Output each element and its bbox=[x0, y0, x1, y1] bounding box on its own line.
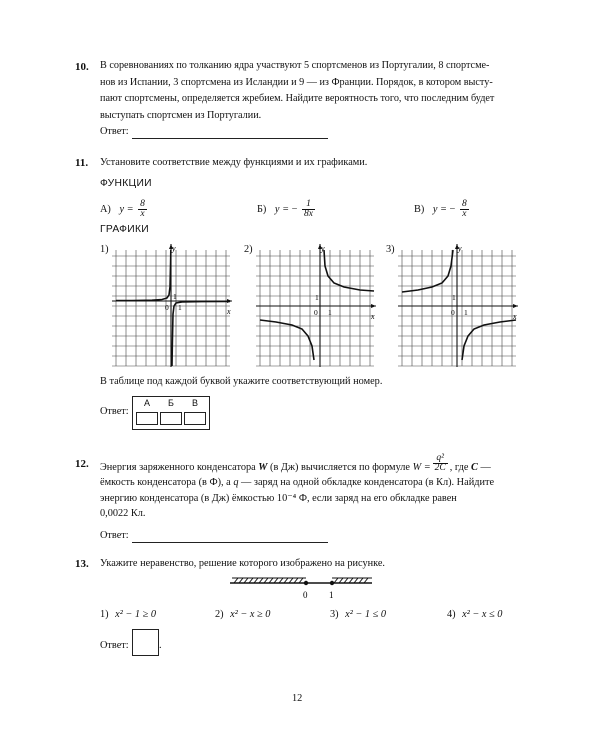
q12-text: — bbox=[480, 461, 491, 473]
function-a bbox=[100, 200, 149, 219]
function-lhs: y = bbox=[119, 203, 134, 215]
number-line-label-0: 0 bbox=[303, 590, 308, 600]
function-v bbox=[414, 200, 471, 219]
option-text: x² − 1 ≥ 0 bbox=[115, 609, 157, 620]
option-text: x² − x ≤ 0 bbox=[462, 609, 503, 620]
option-number: 2) bbox=[215, 609, 224, 620]
hatching-left bbox=[232, 578, 306, 583]
graph-label-1: 1) bbox=[100, 244, 109, 255]
frac-num: 1 bbox=[302, 200, 315, 210]
tick-one-y: 1 bbox=[173, 292, 177, 301]
q11-table-prompt: В таблице под каждой буквой укажите соответствующий номер. bbox=[100, 376, 383, 387]
option-number: 3) bbox=[330, 609, 339, 620]
q12-var-c: C bbox=[471, 461, 478, 473]
q12-text: ёмкость конденсатора (в Ф), а bbox=[100, 477, 231, 488]
q13-option-2 bbox=[215, 609, 270, 620]
q13-trailing-dot: . bbox=[159, 640, 162, 651]
q12-answer-line[interactable] bbox=[132, 541, 328, 543]
frac-num: 8 bbox=[140, 199, 145, 209]
hyperbola-branch bbox=[116, 250, 171, 301]
q12-line-3: энергию конденсатора (в Дж) ёмкостью 10⁻⁴ Ф, если заряд на его обкладке равен bbox=[100, 493, 457, 504]
q12-var-w: W bbox=[258, 461, 268, 473]
option-text: x² − 1 ≤ 0 bbox=[345, 609, 387, 620]
function-lhs: y = bbox=[432, 203, 447, 215]
graph-3-svg bbox=[398, 242, 522, 368]
option-number: 4) bbox=[447, 609, 456, 620]
function-letter: А) bbox=[100, 203, 111, 215]
q13-option-1 bbox=[100, 609, 156, 620]
answer-cell-v[interactable] bbox=[184, 412, 206, 425]
frac-den: 2C bbox=[434, 463, 446, 473]
point-zero bbox=[304, 581, 308, 585]
answer-cell-a[interactable] bbox=[136, 412, 158, 425]
axis-x-label: x bbox=[513, 312, 517, 321]
q13-answer-label: Ответ: bbox=[100, 640, 129, 651]
graph-1 bbox=[112, 242, 236, 368]
q11-number: 11. bbox=[75, 157, 89, 169]
q10-number: 10. bbox=[75, 61, 89, 73]
q12-line-2 bbox=[100, 477, 530, 488]
q12-text: — заряд на одной обкладке конденсатора (в Кл). Найдите bbox=[241, 477, 495, 488]
origin-label: 0 bbox=[165, 303, 169, 312]
q10-line: В соревнованиях по толканию ядра участвуют 5 спортсменов из Португалии, 8 спортсме- bbox=[100, 60, 490, 71]
axis-x-label: x bbox=[227, 307, 231, 316]
graph-2 bbox=[256, 242, 380, 368]
q10-line: нов из Испании, 3 спортсмена из Исландии и 9 — из Франции. Порядок, в котором высту- bbox=[100, 76, 493, 88]
functions-heading: ФУНКЦИИ bbox=[100, 178, 152, 189]
q13-number: 13. bbox=[75, 558, 89, 570]
origin-label: 0 bbox=[451, 308, 455, 317]
axis-y-label: y bbox=[172, 244, 176, 253]
graph-2-svg bbox=[256, 242, 380, 368]
q11-answer-table bbox=[132, 396, 210, 430]
q12-line-1 bbox=[100, 453, 530, 477]
function-fraction bbox=[138, 200, 147, 219]
q10-text bbox=[100, 58, 528, 124]
axis-y-label: y bbox=[458, 244, 462, 253]
function-letter: В) bbox=[414, 203, 425, 215]
function-fraction bbox=[302, 200, 315, 219]
number-line-svg bbox=[226, 573, 376, 601]
axis-x-label: x bbox=[371, 312, 375, 321]
option-text: x² − x ≥ 0 bbox=[230, 609, 271, 620]
point-one bbox=[330, 581, 334, 585]
q10-line: пают спортсмены, определяется жребием. Найдите вероятность того, что последним будет bbox=[100, 93, 495, 104]
q12-text: , где bbox=[449, 461, 469, 473]
q10-answer-label: Ответ: bbox=[100, 126, 129, 137]
function-fraction bbox=[460, 200, 469, 219]
q11-prompt: Установите соответствие между функциями и их графиками. bbox=[100, 157, 368, 168]
q11-answer-label: Ответ: bbox=[100, 406, 129, 417]
q12-line-4: 0,0022 Кл. bbox=[100, 508, 146, 519]
option-number: 1) bbox=[100, 609, 109, 620]
tick-one-x: 1 bbox=[328, 308, 332, 317]
graph-label-2: 2) bbox=[244, 244, 253, 255]
graph-3 bbox=[398, 242, 522, 368]
q12-number: 12. bbox=[75, 458, 89, 470]
q12-formula-fraction bbox=[433, 454, 448, 473]
answer-cell-b[interactable] bbox=[160, 412, 182, 425]
tick-one-x: 1 bbox=[178, 303, 182, 312]
hatching-right bbox=[332, 578, 372, 583]
table-header: А bbox=[143, 398, 150, 408]
frac-den: 8x bbox=[303, 209, 313, 219]
q12-answer-label: Ответ: bbox=[100, 530, 129, 541]
q10-line: выступать спортсмен из Португалии. bbox=[100, 109, 262, 121]
function-sign: − bbox=[449, 203, 456, 215]
tick-one-x: 1 bbox=[464, 308, 468, 317]
frac-den: x bbox=[462, 209, 467, 219]
function-b bbox=[257, 200, 317, 219]
tick-one-y: 1 bbox=[452, 293, 456, 302]
q13-option-3 bbox=[330, 609, 386, 620]
q12-text: Энергия заряженного конденсатора bbox=[100, 461, 256, 473]
frac-num: 8 bbox=[461, 199, 467, 209]
page-number: 12 bbox=[292, 693, 303, 704]
q12-var-q: q bbox=[233, 477, 239, 488]
q12-text: (в Дж) вычисляется по формуле bbox=[270, 461, 410, 473]
number-line-label-1: 1 bbox=[329, 590, 334, 600]
table-header: Б bbox=[168, 398, 174, 408]
tick-one-y: 1 bbox=[315, 293, 319, 302]
frac-num: q² bbox=[433, 454, 448, 464]
graph-1-svg bbox=[112, 242, 236, 368]
frac-den: x bbox=[140, 209, 145, 219]
q13-prompt: Укажите неравенство, решение которого изображено на рисунке. bbox=[100, 558, 385, 569]
axis-arrows bbox=[169, 244, 232, 303]
function-sign: − bbox=[291, 203, 298, 215]
origin-label: 0 bbox=[314, 308, 318, 317]
table-header: В bbox=[191, 398, 198, 408]
q13-option-4 bbox=[447, 609, 502, 620]
number-line bbox=[226, 573, 376, 601]
q12-formula-lhs: W = bbox=[412, 461, 431, 473]
q10-answer-line[interactable] bbox=[132, 137, 328, 139]
function-lhs: y = bbox=[274, 203, 290, 215]
axis-y-label: y bbox=[321, 244, 325, 253]
q13-answer-box[interactable] bbox=[132, 629, 159, 656]
graph-label-3: 3) bbox=[386, 244, 395, 255]
function-letter: Б) bbox=[257, 203, 267, 215]
graphs-heading: ГРАФИКИ bbox=[100, 224, 150, 235]
